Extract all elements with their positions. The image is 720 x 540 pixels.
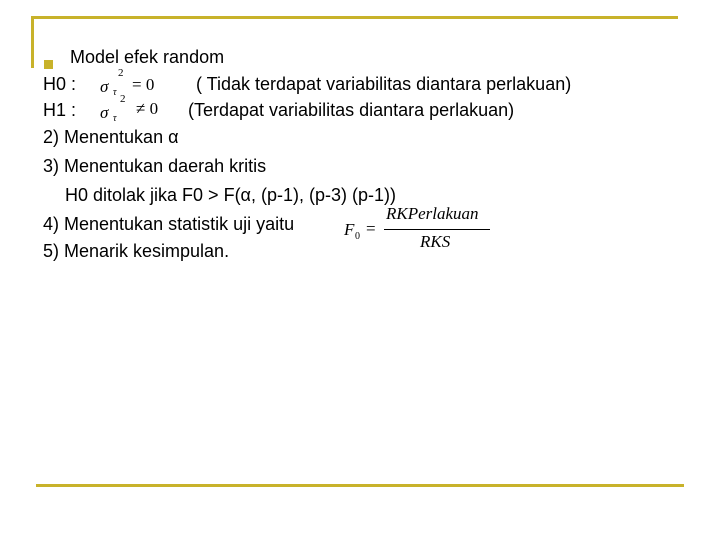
bullet-square-icon xyxy=(44,60,53,69)
step-2-line: 2) Menentukan α xyxy=(43,127,179,147)
h1-description: (Terdapat variabilitas diantara perlakuan) xyxy=(188,100,515,120)
h1-prefix: H1 : xyxy=(43,100,77,120)
f-symbol: F xyxy=(344,220,355,239)
h0-tau: τ xyxy=(113,87,117,98)
h0-formula xyxy=(100,67,180,99)
h1-relation: ≠ 0 xyxy=(136,99,159,118)
reject-rule-line: H0 ditolak jika F0 > F(α, (p-1), (p-3) (p-1)) xyxy=(65,185,396,205)
h0-relation: = 0 xyxy=(132,75,155,94)
test-statistic-formula xyxy=(344,204,494,256)
fraction-denominator: RKS xyxy=(420,232,451,251)
h0-description: ( Tidak terdapat variabilitas diantara perlakuan) xyxy=(196,74,572,94)
frame-left-rule xyxy=(31,16,34,68)
h0-sigma: σ xyxy=(100,77,109,96)
fraction-numerator: RKPerlakuan xyxy=(386,204,479,223)
h1-tau: τ xyxy=(113,113,117,124)
step-5-line: 5) Menarik kesimpulan. xyxy=(43,241,230,261)
step-4-line: 4) Menentukan statistik uji yaitu xyxy=(43,214,295,234)
h1-formula xyxy=(100,93,180,125)
h0-exponent: 2 xyxy=(118,67,124,79)
f-equals: = xyxy=(366,219,376,238)
h1-sigma: σ xyxy=(100,103,109,122)
h0-prefix: H0 : xyxy=(43,74,77,94)
step-3-line: 3) Menentukan daerah kritis xyxy=(43,156,267,176)
h1-exponent: 2 xyxy=(120,93,126,105)
frame-bottom-rule xyxy=(36,484,684,487)
f-subscript: 0 xyxy=(355,231,360,242)
fraction-bar xyxy=(384,229,490,230)
bullet-heading: Model efek random xyxy=(70,47,225,67)
frame-top-rule xyxy=(31,16,678,19)
